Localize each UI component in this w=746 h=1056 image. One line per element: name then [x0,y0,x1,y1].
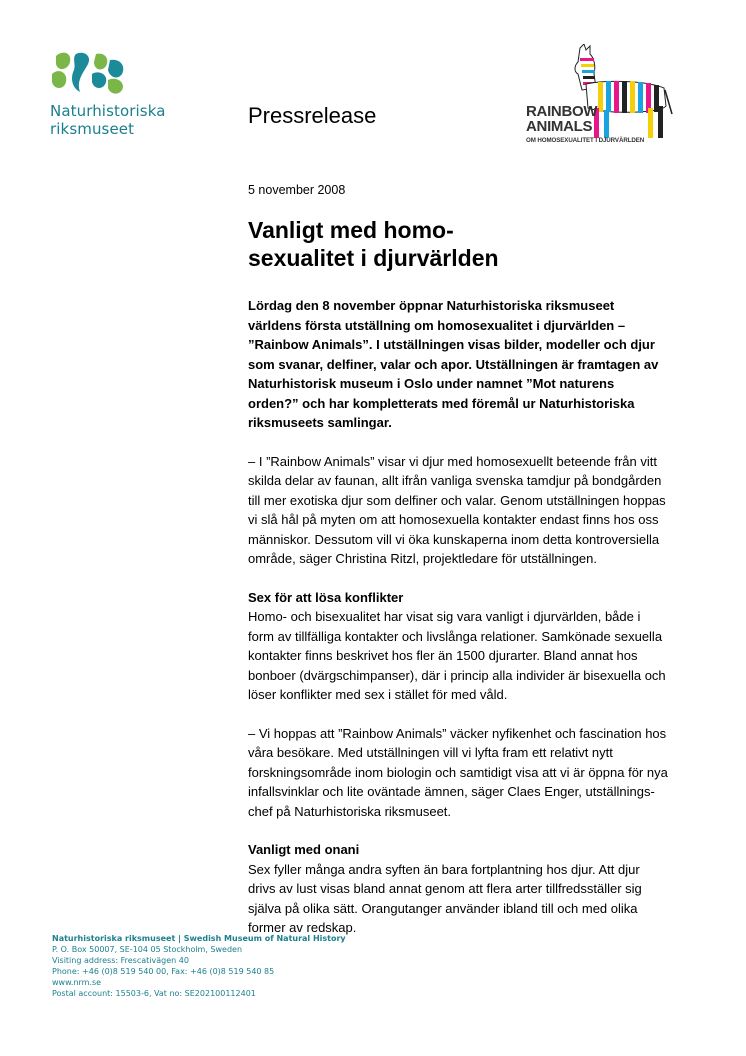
museum-logo [50,50,170,138]
lead-paragraph: Lördag den 8 november öppnar Naturhistoriska riksmuseet världens första utställning om homosexualitet i djurvärlden – ”Rainbow Animals”. I utställningen visas bilder, modeller och djur som svanar, delfiner, valar och apor. Utställningen är framtagen av Naturhistorisk museum i Oslo under namnet ”Mot naturens orden?” och har kompletterats med föremål ur Naturhistoriska riksmuseets samlingar. [248,298,659,430]
headline-line2: sexualitet i djurvärlden [248,245,499,271]
body-paragraph-4: Sex fyller många andra syften än bara fortplantning hos djur. Att djur drivs av lust visas bland annat genom att flera arter tillfredsställer sig själva på olika sätt. Orangutanger använder ibland till och med olika former av redskap. [248,861,642,935]
publication-date: 5 november 2008 [248,183,346,197]
footer-organization: Naturhistoriska riksmuseet | Swedish Museum of Natural History [52,934,346,943]
body-paragraph-1: – I ”Rainbow Animals” visar vi djur med homosexuellt beteende från vitt skilda delar av faunan, allt ifrån vanliga svenska tamdjur på bondgården till mer exotiska djur som delfiner och valar. Genom utställningen hoppas vi slå hål på myten om att homosexuella kontakter endast finns hos oss människor. Dessutom vill vi öka kunskaperna inom detta kontroversiella område, säger Christina Ritzl, projektledare för utställningen. [248,453,666,566]
rainbow-animals-logo [524,44,674,154]
article [248,182,668,938]
footer-phone: Phone: +46 (0)8 519 540 00, Fax: +46 (0)8 519 540 85 [52,967,275,976]
rainbow-logo-tagline: OM HOMOSEXUALITET I DJURVÄRLDEN [526,137,645,144]
headline [248,216,668,272]
body-paragraph-2: Homo- och bisexualitet har visat sig vara vanligt i djurvärlden, både i form av tillfälliga kontakter och livslånga relationer. Samkönade sexuella kontakter finns beskrivet hos fler än 1500 djurarter. Bland annat hos bonboer (dvärgschimpanser), där i princip alla individer är bisexuella och löser konflikter med sex i stället för med våld. [248,609,666,702]
rainbow-logo-word2: ANIMALS [526,118,593,135]
museum-name-line1: Naturhistoriska [50,102,166,120]
footer-postal-address: P. O. Box 50007, SE-104 05 Stockholm, Sweden [52,945,243,954]
subheading-1: Sex för att lösa konflikter [248,589,404,605]
museum-logo-mark [50,50,130,98]
footer-account: Postal account: 15503-6, Vat no: SE202100112401 [52,989,256,998]
museum-name [50,102,170,138]
headline-line1: Vanligt med homo- [248,217,454,243]
document-type: Pressrelease [248,103,377,128]
body-paragraph-3: – Vi hoppas att ”Rainbow Animals” väcker nyfikenhet och fascination hos våra besökare. Med utställningen vill vi lyfta fram ett relativt nytt forskningsområde inom biologin och samtidigt visa att vi är öppna för nya infallsvinklar och lite oväntade ämnen, säger Claes Enger, utställnings-chef på Naturhistoriska riksmuseet. [248,725,668,819]
footer [52,933,452,999]
museum-name-line2: riksmuseet [50,120,135,138]
subheading-2: Vanligt med onani [248,842,360,857]
footer-website: www.nrm.se [52,978,102,987]
rainbow-logo-word1: RAINBOW [526,103,598,120]
footer-visiting-address: Visiting address: Frescativägen 40 [52,956,189,965]
